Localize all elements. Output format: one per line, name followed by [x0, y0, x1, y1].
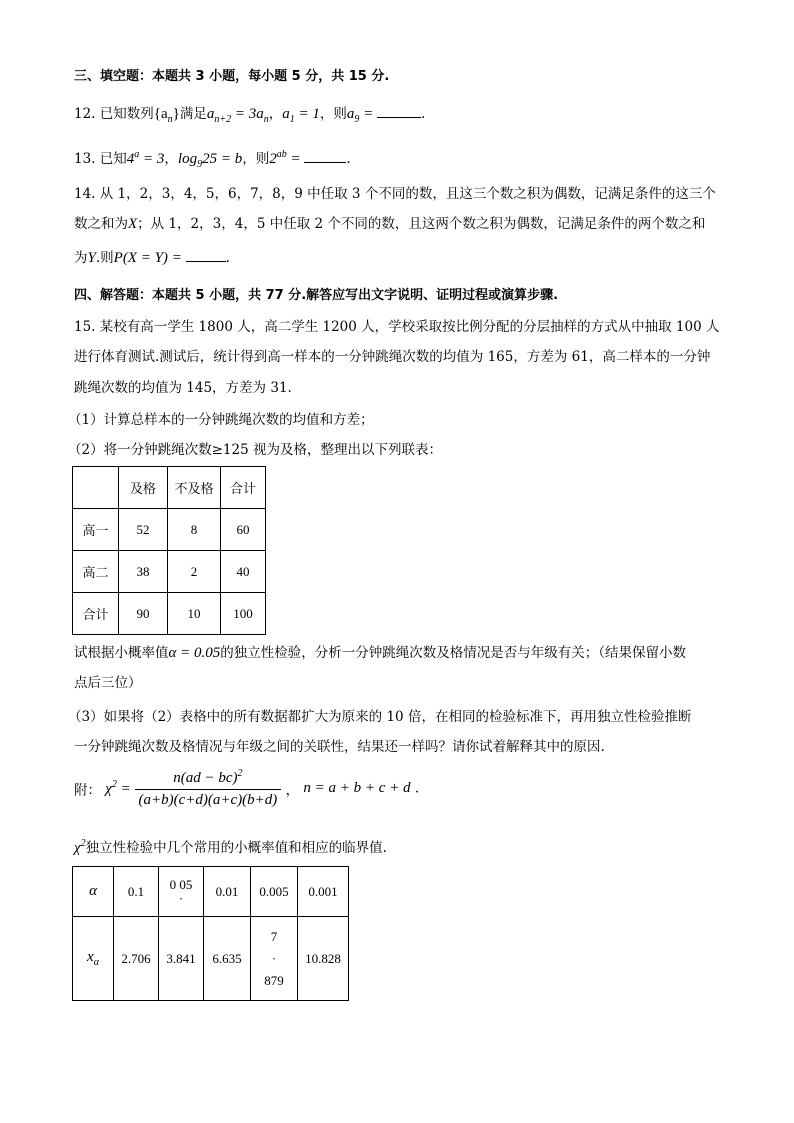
q14-answer-blank — [186, 249, 226, 262]
q13-prefix: 已知 — [99, 151, 127, 167]
q12-ask: $a_9$ = — [346, 106, 377, 125]
table-row — [73, 917, 349, 1001]
table-cell: 高一 — [73, 509, 119, 551]
table-cell: 合计 — [73, 593, 119, 635]
q12-initial: $a_1 = 1$ — [282, 106, 320, 125]
q13-number: 13. — [74, 151, 96, 167]
table-cell: 7 · 879 — [251, 917, 298, 1001]
alpha-value: α = 0.05 — [168, 645, 221, 661]
q14-prob: P(X = Y) = — [113, 250, 186, 266]
section3-heading: 三、填空题：本题共 3 小题，每小题 5 分，共 15 分. — [74, 69, 390, 84]
q14-line2: 数之和为X；从 1，2，3，4，5 中任取 2 个不同的数，且这两个数之积为偶数，记满足条件的两个数之和 — [74, 216, 706, 232]
q13-log-eq: $\log_925 = b$ — [177, 151, 243, 170]
table-cell: 10 — [168, 593, 221, 635]
section4-heading: 四、解答题：本题共 5 小题，共 77 分.解答应写出文字说明、证明过程或演算步骤. — [74, 288, 559, 303]
table-cell: 100 — [221, 593, 266, 635]
table-header-cell — [73, 467, 119, 509]
table-cell: 6.635 — [204, 917, 251, 1001]
table-cell: 0.01 — [204, 867, 251, 917]
q13-sep2: ，则 — [242, 151, 270, 167]
q12-mid: 满足 — [179, 106, 207, 122]
q12-recurrence: $a_{n+2} = 3a_n$ — [206, 106, 269, 125]
contingency-table — [72, 466, 266, 635]
table-cell: 3.841 — [159, 917, 204, 1001]
table-cell: 0.001 — [298, 867, 349, 917]
q13-sep1: ， — [164, 151, 178, 167]
question-13 — [74, 145, 351, 175]
q15-part3-line1: （3）如果将（2）表格中的所有数据都扩大为原来的 10 倍，在相同的检验标准下，再用独立性检验推断 — [68, 709, 692, 725]
critical-values-table — [72, 866, 349, 1001]
q12-number: 12. — [74, 106, 96, 122]
alpha-label-cell: α — [73, 867, 114, 917]
table-cell: 38 — [119, 551, 168, 593]
table-header-row — [73, 467, 266, 509]
table-cell: 高二 — [73, 551, 119, 593]
q15-line3: 跳绳次数的均值为 145，方差为 31. — [74, 380, 292, 396]
table-row — [73, 509, 266, 551]
q15-after-table-line1: 试根据小概率值α = 0.05的独立性检验，分析一分钟跳绳次数及格情况是否与年级有关；（结果保留小数 — [74, 645, 686, 661]
chi-square-formula: 附： $\chi^2$ = $\frac{n(ad - bc)^2}{(a+b)(c+d)(a+c)(b+d)}$ ， n = a + b + c + d . — [74, 768, 420, 808]
question-12: 12. 已知数列$\{a_n\}$满足$a_{n+2} = 3a_n$，$a_1 = 1$，则$a_9$ = . — [74, 106, 426, 125]
table-cell: 10.828 — [298, 917, 349, 1001]
table-cell: 40 — [221, 551, 266, 593]
q15-after-table-line2: 点后三位） — [74, 675, 142, 691]
table-header-cell: 及格 — [119, 467, 168, 509]
table-cell: 52 — [119, 509, 168, 551]
q14-line1: 14. 从 1，2，3，4，5，6，7，8，9 中任取 3 个不同的数，且这三个数之积为偶数，记满足条件的这三个 — [74, 186, 716, 202]
q13-exp-eq: $4^a = 3$ — [126, 149, 165, 167]
q14-var-y: Y — [87, 250, 96, 266]
q12-seq: $\{a_n\}$ — [153, 106, 180, 125]
q15-line2: 进行体育测试.测试后，统计得到高一样本的一分钟跳绳次数的均值为 165，方差为 61，高二样本的一分钟 — [74, 349, 711, 365]
q15-part3-line2: 一分钟跳绳次数及格情况与年级之间的关联性，结果还一样吗？请你试着解释其中的原因. — [74, 739, 605, 755]
q13-end: . — [346, 151, 351, 167]
q15-line1: 15. 某校有高一学生 1800 人，高二学生 1200 人，学校采取按比例分配的分层抽样的方式从中抽取 100 人 — [74, 319, 720, 335]
q15-part2: （2）将一分钟跳绳次数≥125 视为及格，整理出以下列联表： — [68, 442, 442, 458]
table-cell: 2 — [168, 551, 221, 593]
q15-part1: （1）计算总样本的一分钟跳绳次数的均值和方差； — [68, 412, 374, 428]
q12-prefix: 已知数列 — [99, 106, 154, 122]
table-cell: 0.1 — [114, 867, 159, 917]
table-cell: 90 — [119, 593, 168, 635]
formula-fraction: $\frac{n(ad - bc)^2}{(a+b)(c+d)(a+c)(b+d)}$ — [135, 768, 282, 809]
q12-sep1: ， — [268, 106, 283, 122]
table-cell: 8 — [168, 509, 221, 551]
x-alpha-label-cell: $x_\alpha$ — [73, 917, 114, 1001]
q12-answer-blank — [377, 105, 421, 118]
q13-answer-blank — [304, 150, 346, 163]
q12-sep2: ，则 — [319, 106, 347, 122]
critical-values-intro: $\chi^2$独立性检验中几个常用的小概率值和相应的临界值. — [74, 838, 387, 856]
table-row — [73, 593, 266, 635]
table-row — [73, 867, 349, 917]
table-row — [73, 551, 266, 593]
table-cell: 2.706 — [114, 917, 159, 1001]
table-header-cell: 不及格 — [168, 467, 221, 509]
table-cell: 0 05 · — [159, 867, 204, 917]
table-cell: 0.005 — [251, 867, 298, 917]
q13-ask: $2^{ab}$ = — [269, 149, 305, 167]
q14-var-x: X — [128, 216, 138, 232]
q14-line3: 为Y.则P(X = Y) = . — [74, 250, 230, 266]
table-cell: 60 — [221, 509, 266, 551]
table-header-cell: 合计 — [221, 467, 266, 509]
